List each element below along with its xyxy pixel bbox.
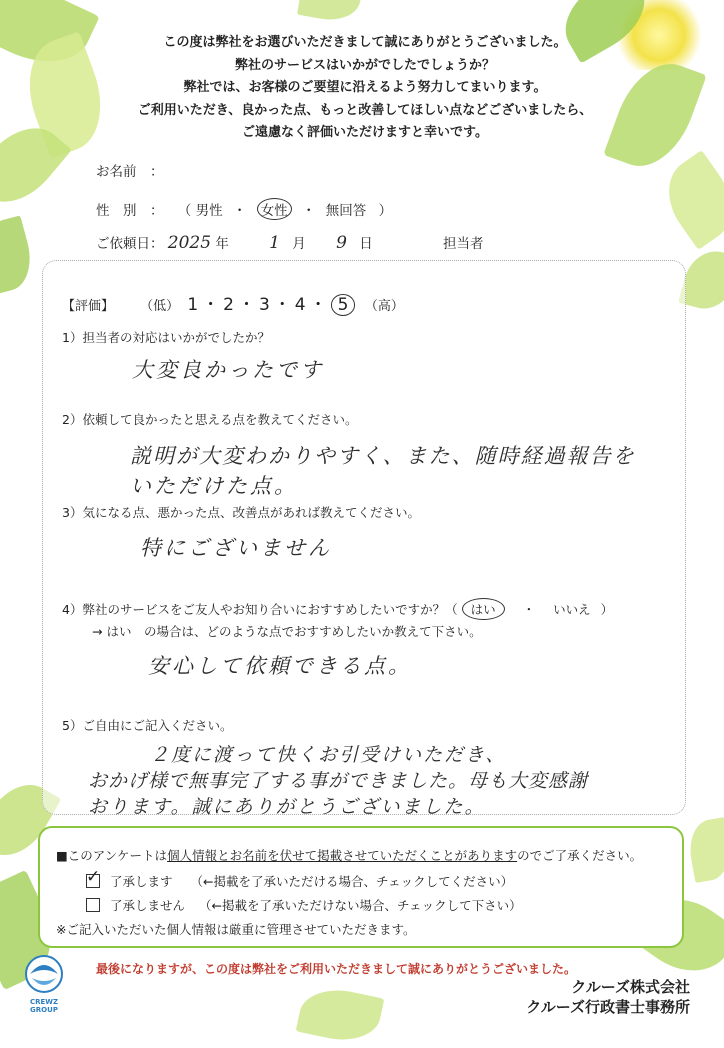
intro-line: この度は弊社をお選びいただきまして誠にありがとうございました。 bbox=[163, 35, 567, 50]
consent-title-underlined: 個人情報とお名前を伏せて掲載させていただくことがあります bbox=[167, 848, 518, 863]
answer-5-line-1: ２度に渡って快くお引受けいただき、 bbox=[150, 744, 507, 766]
gender-separator: ・ bbox=[301, 203, 316, 219]
question-1: 1）担当者の対応はいかがでしたか？ bbox=[62, 330, 270, 345]
gender-option-none[interactable]: 無回答 bbox=[325, 203, 367, 219]
intro-line: ご遠慮なく評価いただけますと幸いです。 bbox=[242, 125, 488, 140]
answer-3: 特にございません bbox=[140, 536, 332, 560]
rating-separator: ・ bbox=[237, 295, 259, 315]
name-label: お名前 ： bbox=[96, 164, 164, 180]
agree-note: （←掲載を了承いただける場合、チェックしてください） bbox=[190, 874, 514, 889]
request-month-value: 1 bbox=[269, 233, 280, 253]
gender-close-paren: ） bbox=[378, 203, 393, 219]
staff-label: 担当者 bbox=[443, 236, 484, 252]
leaf-decoration bbox=[685, 817, 724, 883]
office-name: クルーズ行政書士事務所 bbox=[526, 998, 690, 1016]
answer-4: 安心して依頼できる点。 bbox=[148, 654, 412, 678]
leaf-decoration bbox=[296, 982, 385, 1048]
gender-option-female-selected[interactable]: 女性 bbox=[257, 198, 292, 220]
agree-label: 了承します bbox=[109, 874, 173, 889]
rating-separator: ・ bbox=[309, 295, 331, 315]
leaf-decoration bbox=[0, 215, 38, 294]
question-4-text: 4）弊社のサービスをご友人やお知り合いにおすすめしたいですか？（ bbox=[62, 602, 458, 617]
closing-message: 最後になりますが、この度は弊社をご利用いただきまして誠にありがとうございました。 bbox=[96, 962, 577, 976]
question-4-followup: → はい の場合は、どのような点でおすすめしたいか教えて下さい。 bbox=[92, 624, 482, 639]
rating-scale bbox=[187, 295, 365, 315]
rating-low-label: （低） bbox=[140, 299, 180, 314]
request-day-value: 9 bbox=[336, 233, 347, 253]
answer-no[interactable]: いいえ bbox=[553, 602, 591, 617]
request-month-unit: 月 bbox=[292, 236, 306, 252]
rating-separator: ・ bbox=[273, 295, 295, 315]
request-date-field bbox=[96, 232, 484, 253]
publication-consent-box bbox=[38, 826, 684, 948]
intro-line: 弊社では、お客様のご要望に沿えるよう努力してまいります。 bbox=[183, 80, 547, 95]
crewz-group-logo bbox=[16, 954, 72, 1016]
rating-option-1[interactable]: 1 bbox=[187, 295, 203, 315]
leaf-decoration bbox=[297, 0, 363, 25]
question-4 bbox=[62, 598, 613, 620]
question-2: 2）依頼して良かったと思える点を教えてください。 bbox=[62, 412, 358, 427]
request-year-value: 2025 bbox=[167, 233, 212, 253]
gender-label: 性 別 ： bbox=[96, 203, 164, 219]
disagree-note: （←掲載を了承いただけない場合、チェックして下さい） bbox=[198, 898, 522, 913]
leaf-decoration bbox=[652, 150, 724, 250]
request-day-unit: 日 bbox=[359, 236, 373, 252]
consent-title bbox=[56, 846, 642, 864]
answer-1: 大変良かったです bbox=[132, 358, 324, 382]
rating-row bbox=[62, 290, 404, 316]
consent-title-prefix: ■このアンケートは bbox=[56, 848, 168, 863]
disagree-label: 了承しません bbox=[109, 898, 185, 913]
gender-open-paren: （ bbox=[177, 203, 192, 219]
question-4-close: ） bbox=[600, 602, 614, 617]
answer-yes-selected[interactable]: はい bbox=[462, 598, 505, 620]
intro-message bbox=[70, 32, 660, 145]
rating-option-2[interactable]: 2 bbox=[223, 295, 238, 315]
agree-checkbox-checked[interactable] bbox=[86, 874, 100, 888]
name-field bbox=[96, 160, 164, 180]
intro-line: 弊社のサービスはいかがでしたでしょうか？ bbox=[234, 57, 495, 73]
answer-separator: ・ bbox=[522, 602, 536, 617]
rating-separator: ・ bbox=[202, 295, 224, 315]
consent-title-suffix: のでご了承ください。 bbox=[517, 848, 643, 863]
answer-5-line-2: おかげ様で無事完了する事ができました。母も大変感謝 bbox=[88, 770, 589, 792]
logo-emblem-icon bbox=[22, 954, 66, 994]
answer-2-line-1: 説明が大変わかりやすく、また、随時経過報告を bbox=[130, 444, 636, 468]
question-3: 3）気になる点、悪かった点、改善点があれば教えてください。 bbox=[62, 505, 420, 520]
rating-option-5-selected[interactable]: 5 bbox=[331, 294, 356, 316]
logo-text-line-1: CREWZ bbox=[29, 998, 59, 1006]
gender-separator: ・ bbox=[232, 203, 247, 219]
question-5: 5）ご自由にご記入ください。 bbox=[62, 718, 233, 733]
disagree-checkbox[interactable] bbox=[86, 898, 100, 912]
rating-option-3[interactable]: 3 bbox=[258, 295, 274, 315]
answer-2-line-2: いただけた点。 bbox=[130, 474, 298, 498]
rating-label: 【評価】 bbox=[62, 299, 115, 314]
intro-line: ご利用いただき、良かった点、もっと改善してほしい点などございましたら、 bbox=[137, 102, 593, 118]
request-year-unit: 年 bbox=[215, 236, 229, 252]
answer-5-line-3: おります。誠にありがとうございました。 bbox=[88, 796, 486, 818]
privacy-note: ※ご記入いただいた個人情報は厳重に管理させていただきます。 bbox=[56, 922, 416, 937]
consent-agree-row[interactable] bbox=[86, 872, 513, 890]
rating-option-4[interactable]: 4 bbox=[294, 295, 310, 315]
company-name: クルーズ株式会社 bbox=[571, 978, 690, 996]
consent-disagree-row[interactable] bbox=[86, 896, 522, 914]
rating-high-label: （高） bbox=[364, 299, 404, 314]
logo-text-line-2: GROUP bbox=[30, 1006, 58, 1014]
request-date-label: ご依頼日： bbox=[96, 236, 164, 252]
gender-field bbox=[96, 198, 392, 220]
gender-option-male[interactable]: 男性 bbox=[195, 203, 223, 219]
